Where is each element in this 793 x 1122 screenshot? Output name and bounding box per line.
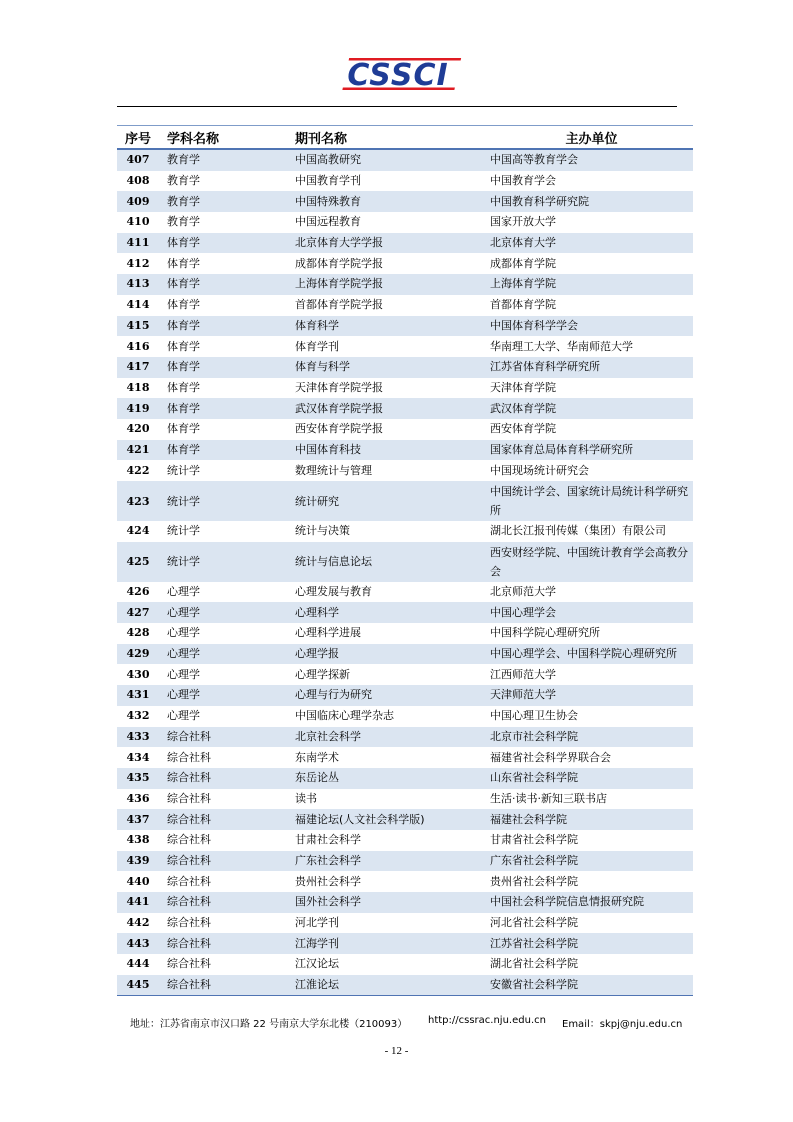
cell-no: 417: [117, 357, 159, 378]
cell-no: 431: [117, 685, 159, 706]
cell-subject: 综合社科: [159, 954, 295, 975]
cell-org: 湖北长江报刊传媒（集团）有限公司: [490, 521, 693, 542]
table-row: [117, 233, 693, 254]
cell-org: 江苏省社会科学院: [490, 933, 693, 954]
cell-journal: 统计与信息论坛: [295, 542, 490, 582]
cell-journal: 心理发展与教育: [295, 582, 490, 603]
table-row: [117, 706, 693, 727]
footer-address: 地址：江苏省南京市汉口路 22 号南京大学东北楼（210093）: [130, 1019, 408, 1030]
cell-no: 419: [117, 398, 159, 419]
cell-journal: 北京社会科学: [295, 727, 490, 748]
cell-journal: 国外社会科学: [295, 892, 490, 913]
cell-org: 中国心理学会、中国科学院心理研究所: [490, 644, 693, 665]
table-row: [117, 664, 693, 685]
table-row: [117, 521, 693, 542]
table-row: [117, 851, 693, 872]
cell-no: 409: [117, 191, 159, 212]
cell-subject: 体育学: [159, 378, 295, 399]
cell-subject: 体育学: [159, 233, 295, 254]
cell-subject: 体育学: [159, 274, 295, 295]
cell-org: 中国现场统计研究会: [490, 460, 693, 481]
cell-journal: 中国体育科技: [295, 440, 490, 461]
cell-org: 中国科学院心理研究所: [490, 623, 693, 644]
cell-journal: 北京体育大学学报: [295, 233, 490, 254]
header-subject: 学科名称: [159, 126, 295, 150]
cell-subject: 综合社科: [159, 871, 295, 892]
table-row: [117, 871, 693, 892]
cell-subject: 心理学: [159, 582, 295, 603]
cell-org: 江苏省体育科学研究所: [490, 357, 693, 378]
cell-journal: 广东社会科学: [295, 851, 490, 872]
cell-org: 中国心理卫生协会: [490, 706, 693, 727]
cell-org: 中国教育科学研究院: [490, 191, 693, 212]
cell-subject: 综合社科: [159, 975, 295, 996]
cell-org: 天津体育学院: [490, 378, 693, 399]
table-row: [117, 295, 693, 316]
cell-journal: 数理统计与管理: [295, 460, 490, 481]
cell-subject: 体育学: [159, 295, 295, 316]
table-row: [117, 644, 693, 665]
header-no: 序号: [117, 126, 159, 150]
cell-subject: 心理学: [159, 644, 295, 665]
cell-no: 434: [117, 747, 159, 768]
cell-journal: 中国高教研究: [295, 149, 490, 171]
table-row: [117, 830, 693, 851]
cell-org: 广东省社会科学院: [490, 851, 693, 872]
cell-no: 427: [117, 602, 159, 623]
cell-journal: 江海学刊: [295, 933, 490, 954]
cell-org: 西安体育学院: [490, 419, 693, 440]
footer-email: Email：skpj@nju.edu.cn: [562, 1019, 683, 1030]
cell-no: 414: [117, 295, 159, 316]
cell-journal: 武汉体育学院学报: [295, 398, 490, 419]
cell-org: 国家体育总局体育科学研究所: [490, 440, 693, 461]
cell-subject: 体育学: [159, 398, 295, 419]
cell-journal: 中国远程教育: [295, 212, 490, 233]
cell-no: 410: [117, 212, 159, 233]
cell-journal: 江淮论坛: [295, 975, 490, 996]
cell-no: 412: [117, 253, 159, 274]
cell-journal: 心理科学进展: [295, 623, 490, 644]
cell-journal: 体育学刊: [295, 336, 490, 357]
table-row: [117, 789, 693, 810]
cell-subject: 体育学: [159, 253, 295, 274]
cell-journal: 甘肃社会科学: [295, 830, 490, 851]
cell-org: 贵州省社会科学院: [490, 871, 693, 892]
cell-no: 435: [117, 768, 159, 789]
cell-no: 420: [117, 419, 159, 440]
table-row: [117, 582, 693, 603]
cell-no: 425: [117, 542, 159, 582]
cell-no: 415: [117, 316, 159, 337]
cell-org: 上海体育学院: [490, 274, 693, 295]
cell-subject: 教育学: [159, 149, 295, 171]
cell-org: 福建省社会科学界联合会: [490, 747, 693, 768]
page-number: - 12 -: [384, 1045, 409, 1057]
cell-no: 408: [117, 171, 159, 192]
cell-journal: 心理科学: [295, 602, 490, 623]
cell-journal: 福建论坛(人文社会科学版): [295, 809, 490, 830]
cell-org: 湖北省社会科学院: [490, 954, 693, 975]
table-row: [117, 602, 693, 623]
cell-subject: 综合社科: [159, 809, 295, 830]
table-row: [117, 685, 693, 706]
cell-subject: 统计学: [159, 542, 295, 582]
table-row: [117, 398, 693, 419]
cell-subject: 心理学: [159, 623, 295, 644]
cell-journal: 体育科学: [295, 316, 490, 337]
cell-no: 443: [117, 933, 159, 954]
cell-subject: 体育学: [159, 336, 295, 357]
cell-org: 首都体育学院: [490, 295, 693, 316]
cell-subject: 体育学: [159, 316, 295, 337]
table-row: [117, 440, 693, 461]
cell-no: 438: [117, 830, 159, 851]
cell-no: 407: [117, 149, 159, 171]
cell-journal: 东南学术: [295, 747, 490, 768]
svg-text:CSSCI: CSSCI: [347, 58, 449, 93]
cell-org: 河北省社会科学院: [490, 913, 693, 934]
table-row: [117, 460, 693, 481]
cell-org: 甘肃省社会科学院: [490, 830, 693, 851]
cell-journal: 心理学探新: [295, 664, 490, 685]
cell-journal: 统计研究: [295, 481, 490, 521]
cell-subject: 教育学: [159, 171, 295, 192]
cell-org: 中国体育科学学会: [490, 316, 693, 337]
cell-journal: 中国临床心理学杂志: [295, 706, 490, 727]
table-row: [117, 336, 693, 357]
cell-org: 中国高等教育学会: [490, 149, 693, 171]
cssci-logo: [0, 54, 793, 94]
cell-journal: 东岳论丛: [295, 768, 490, 789]
cell-subject: 综合社科: [159, 851, 295, 872]
cell-journal: 统计与决策: [295, 521, 490, 542]
table-row: [117, 171, 693, 192]
table-row: [117, 975, 693, 996]
table-row: [117, 809, 693, 830]
cell-journal: 河北学刊: [295, 913, 490, 934]
cell-org: 北京师范大学: [490, 582, 693, 603]
cell-org: 生活·读书·新知三联书店: [490, 789, 693, 810]
cell-no: 424: [117, 521, 159, 542]
table-row: [117, 274, 693, 295]
table-row: [117, 623, 693, 644]
cell-subject: 心理学: [159, 685, 295, 706]
cell-subject: 综合社科: [159, 768, 295, 789]
cell-org: 山东省社会科学院: [490, 768, 693, 789]
cell-subject: 统计学: [159, 460, 295, 481]
cell-journal: 中国特殊教育: [295, 191, 490, 212]
cell-no: 429: [117, 644, 159, 665]
cell-org: 江西师范大学: [490, 664, 693, 685]
table-row: [117, 747, 693, 768]
cell-subject: 统计学: [159, 521, 295, 542]
cell-org: 武汉体育学院: [490, 398, 693, 419]
table-row: [117, 191, 693, 212]
cell-org: 北京体育大学: [490, 233, 693, 254]
cell-journal: 天津体育学院学报: [295, 378, 490, 399]
table-row: [117, 481, 693, 521]
cell-org: 福建社会科学院: [490, 809, 693, 830]
cell-no: 423: [117, 481, 159, 521]
table-header-row: [117, 126, 693, 150]
cell-org: 西安财经学院、中国统计教育学会高教分会: [490, 542, 693, 582]
header-journal: 期刊名称: [295, 126, 490, 150]
cell-org: 中国社会科学院信息情报研究院: [490, 892, 693, 913]
table-row: [117, 212, 693, 233]
cell-subject: 综合社科: [159, 933, 295, 954]
cell-no: 428: [117, 623, 159, 644]
table-row: [117, 378, 693, 399]
cell-no: 413: [117, 274, 159, 295]
cell-no: 439: [117, 851, 159, 872]
cell-journal: 首都体育学院学报: [295, 295, 490, 316]
cell-no: 416: [117, 336, 159, 357]
cell-no: 426: [117, 582, 159, 603]
cell-no: 440: [117, 871, 159, 892]
cell-journal: 读书: [295, 789, 490, 810]
table-row: [117, 316, 693, 337]
cell-org: 天津师范大学: [490, 685, 693, 706]
footer-website: http://cssrac.nju.edu.cn: [428, 1015, 546, 1026]
cell-subject: 综合社科: [159, 789, 295, 810]
table-row: [117, 954, 693, 975]
cell-org: 成都体育学院: [490, 253, 693, 274]
cell-journal: 心理学报: [295, 644, 490, 665]
table-row: [117, 768, 693, 789]
cell-journal: 成都体育学院学报: [295, 253, 490, 274]
cell-journal: 中国教育学刊: [295, 171, 490, 192]
cell-journal: 心理与行为研究: [295, 685, 490, 706]
cell-no: 421: [117, 440, 159, 461]
cell-org: 北京市社会科学院: [490, 727, 693, 748]
table-row: [117, 419, 693, 440]
cell-subject: 综合社科: [159, 830, 295, 851]
cell-subject: 综合社科: [159, 892, 295, 913]
table-row: [117, 542, 693, 582]
cell-subject: 体育学: [159, 440, 295, 461]
cell-no: 433: [117, 727, 159, 748]
cell-no: 444: [117, 954, 159, 975]
cell-no: 437: [117, 809, 159, 830]
header-rule: [117, 106, 677, 107]
cell-no: 441: [117, 892, 159, 913]
cell-subject: 综合社科: [159, 747, 295, 768]
cell-org: 安徽省社会科学院: [490, 975, 693, 996]
cell-subject: 教育学: [159, 191, 295, 212]
cell-journal: 江汉论坛: [295, 954, 490, 975]
table-row: [117, 149, 693, 171]
cell-no: 445: [117, 975, 159, 996]
header-org: 主办单位: [490, 126, 693, 150]
cell-journal: 体育与科学: [295, 357, 490, 378]
cell-subject: 体育学: [159, 419, 295, 440]
table-row: [117, 892, 693, 913]
cell-org: 国家开放大学: [490, 212, 693, 233]
cell-subject: 心理学: [159, 706, 295, 727]
cell-subject: 综合社科: [159, 913, 295, 934]
cell-org: 中国教育学会: [490, 171, 693, 192]
cell-subject: 统计学: [159, 481, 295, 521]
cell-journal: 上海体育学院学报: [295, 274, 490, 295]
cell-no: 442: [117, 913, 159, 934]
cell-subject: 综合社科: [159, 727, 295, 748]
table-row: [117, 253, 693, 274]
cell-journal: 西安体育学院学报: [295, 419, 490, 440]
cell-subject: 体育学: [159, 357, 295, 378]
cell-org: 华南理工大学、华南师范大学: [490, 336, 693, 357]
cell-no: 430: [117, 664, 159, 685]
journal-table: [117, 125, 693, 996]
cell-subject: 心理学: [159, 602, 295, 623]
table-row: [117, 933, 693, 954]
cell-no: 436: [117, 789, 159, 810]
cell-no: 422: [117, 460, 159, 481]
cell-no: 411: [117, 233, 159, 254]
table-row: [117, 727, 693, 748]
cell-journal: 贵州社会科学: [295, 871, 490, 892]
cell-org: 中国心理学会: [490, 602, 693, 623]
cell-org: 中国统计学会、国家统计局统计科学研究所: [490, 481, 693, 521]
cell-subject: 心理学: [159, 664, 295, 685]
cell-subject: 教育学: [159, 212, 295, 233]
table-row: [117, 357, 693, 378]
table-row: [117, 913, 693, 934]
cell-no: 418: [117, 378, 159, 399]
cell-no: 432: [117, 706, 159, 727]
